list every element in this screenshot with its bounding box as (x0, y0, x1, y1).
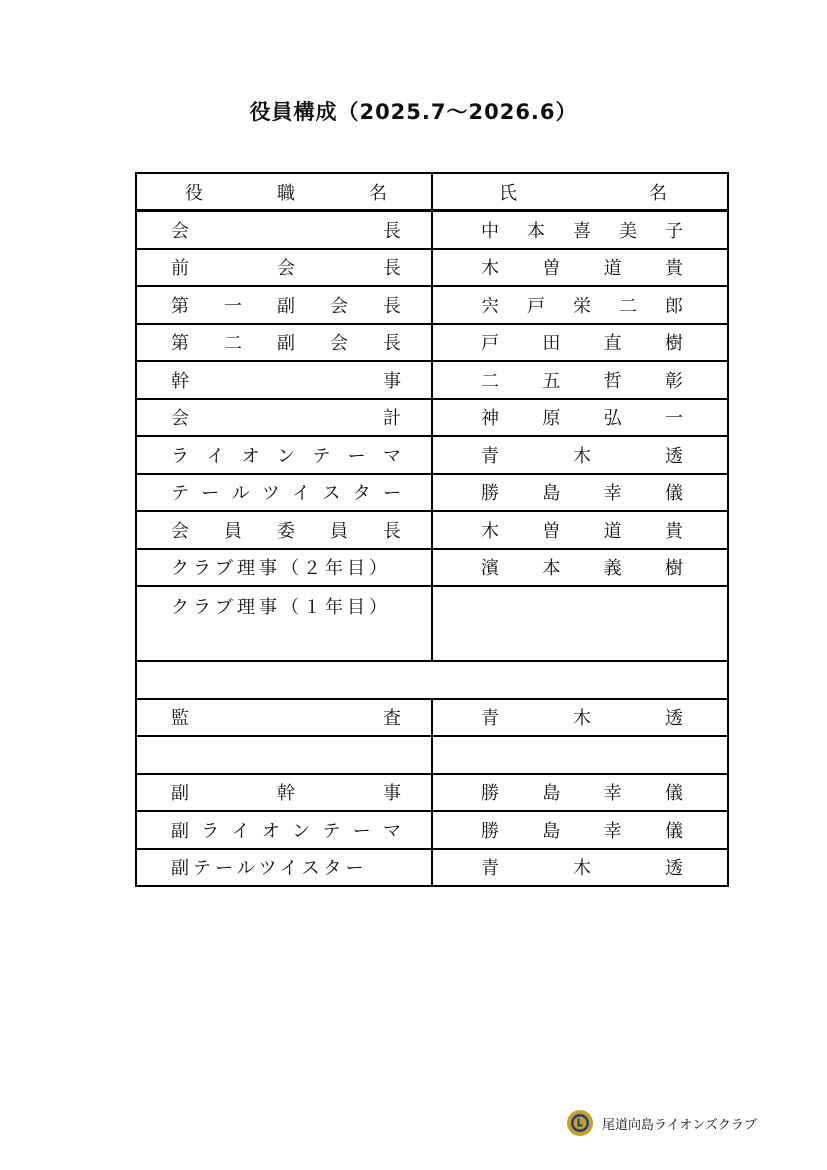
position-cell: クラブ理事（１年目） (137, 587, 433, 660)
name-cell: 木 曽 道 貴 (481, 520, 683, 542)
table-header-row (137, 174, 727, 210)
position-cell: テ ー ル ツ イ ス タ ー (137, 475, 433, 511)
table-row (137, 773, 727, 811)
page-title: 役員構成（2025.7〜2026.6） (249, 100, 578, 124)
table-row (137, 398, 727, 436)
table-row (137, 660, 727, 698)
table-row (137, 548, 727, 586)
name-cell: 青 木 透 (481, 858, 683, 880)
footer (566, 1108, 757, 1138)
club-name: 尾道向島ライオンズクラブ (602, 1117, 757, 1133)
position-cell (137, 737, 433, 773)
table-row (137, 510, 727, 548)
name-cell (433, 587, 727, 660)
name-cell: 宍 戸 栄 二 郎 (481, 295, 683, 317)
name-cell: 勝 島 幸 儀 (481, 820, 683, 842)
name-cell: 青 木 透 (481, 445, 683, 467)
table-body (137, 210, 727, 885)
table-row (137, 285, 727, 323)
table-row (137, 360, 727, 398)
position-cell: クラブ理事（２年目） (137, 550, 433, 586)
table-row (137, 585, 727, 660)
position-cell: 会 長 (137, 212, 433, 248)
officers-table (135, 172, 729, 887)
name-cell: 戸 田 直 樹 (481, 333, 683, 355)
name-cell: 青 木 透 (481, 708, 683, 730)
table-row (137, 810, 727, 848)
name-cell: 二 五 哲 彰 (481, 370, 683, 392)
table-row (137, 848, 727, 886)
empty-spacer-cell (137, 662, 727, 698)
header-position: 役 職 名 (137, 174, 433, 209)
name-cell: 神 原 弘 一 (481, 408, 683, 430)
table-row (137, 435, 727, 473)
lions-club-emblem-icon (566, 1109, 594, 1137)
position-cell: 副 ラ イ オ ン テ ー マ (137, 812, 433, 848)
position-cell: 会 計 (137, 400, 433, 436)
position-cell: 副テールツイスター (137, 850, 433, 886)
table-row (137, 323, 727, 361)
name-cell: 中 本 喜 美 子 (481, 220, 683, 242)
table-row (137, 735, 727, 773)
position-cell: 監 査 (137, 700, 433, 736)
position-cell: 第 二 副 会 長 (137, 325, 433, 361)
position-cell: 幹 事 (137, 362, 433, 398)
position-cell: 副 幹 事 (137, 775, 433, 811)
position-cell: 前 会 長 (137, 250, 433, 286)
name-cell (433, 737, 727, 773)
name-cell: 勝 島 幸 儀 (481, 483, 683, 505)
table-row (137, 473, 727, 511)
position-cell: 第 一 副 会 長 (137, 287, 433, 323)
name-cell: 木 曽 道 貴 (481, 258, 683, 280)
table-row (137, 698, 727, 736)
header-name: 氏 名 (499, 182, 667, 204)
position-cell: ラ イ オ ン テ ー マ (137, 437, 433, 473)
name-cell: 勝 島 幸 儀 (481, 783, 683, 805)
name-cell: 濱 本 義 樹 (481, 558, 683, 580)
table-row (137, 210, 727, 248)
table-row (137, 248, 727, 286)
position-cell: 会 員 委 員 長 (137, 512, 433, 548)
